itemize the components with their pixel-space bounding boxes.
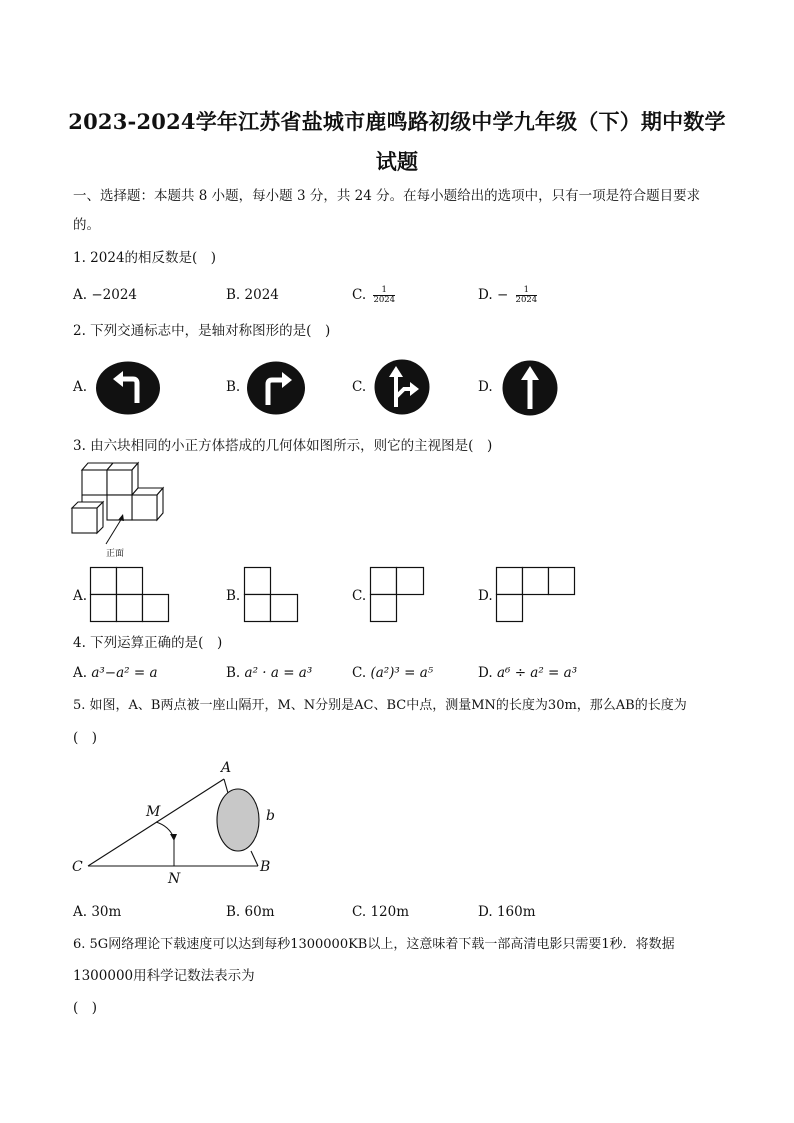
q2-option-b-label: B. — [226, 379, 241, 395]
q3-option-b-label: B. — [226, 588, 241, 604]
q5-option-a[interactable] — [73, 902, 121, 922]
q4-option-a[interactable] — [73, 663, 158, 683]
fraction-numerator: 1 — [516, 286, 538, 296]
option-label: B. — [226, 665, 241, 681]
question-3-stem: 3. 由六块相同的小正方体搭成的几何体如图所示，则它的主视图是( ) — [73, 438, 493, 454]
question-6-stem-line2: 1300000用科学记数法表示为 — [73, 968, 255, 984]
option-label: C. — [352, 287, 367, 303]
q1-option-d[interactable] — [478, 285, 537, 305]
option-text: −2024 — [91, 287, 138, 303]
fraction-denominator: 2024 — [373, 295, 396, 305]
question-1-stem: 1. 2024的相反数是( ) — [73, 250, 217, 266]
option-label: A. — [73, 287, 88, 303]
section-instructions-line2: 的。 — [73, 217, 100, 233]
q3-option-a-view[interactable] — [90, 567, 170, 622]
option-label: D. — [478, 287, 493, 303]
question-6-stem: 6. 5G网络理论下载速度可以达到每秒1300000KB以上，这意味着下载一部高清电影只需要1秒．将数据 — [73, 937, 675, 952]
option-text: a² · a = a³ — [244, 665, 313, 681]
q3-option-c-view[interactable] — [370, 567, 426, 622]
point-b-label: B — [260, 859, 271, 875]
q3-option-a-label: A. — [73, 588, 88, 604]
question-5-stem-line2: ( ) — [73, 730, 98, 746]
option-label: A. — [73, 665, 88, 681]
turn-left-arrow-sign-icon[interactable] — [95, 361, 161, 415]
question-5-stem: 5. 如图，A、B两点被一座山隔开，M、N分别是AC、BC中点，测量MN的长度为30m，那么AB的长度为 — [73, 698, 687, 713]
q1-option-a[interactable] — [73, 285, 137, 305]
option-text: 30m — [91, 904, 122, 920]
fraction-numerator: 1 — [373, 286, 395, 296]
point-m-label: M — [146, 804, 161, 820]
q1-option-b[interactable] — [226, 285, 279, 305]
triangle-mountain-figure — [66, 754, 286, 890]
point-n-label: N — [168, 871, 181, 887]
q2-option-d-label: D. — [478, 379, 493, 395]
page-title-line2: 试题 — [375, 149, 419, 174]
q3-option-d-label: D. — [478, 588, 493, 604]
straight-arrow-sign-icon[interactable] — [502, 360, 558, 416]
option-text: (a²)³ = a⁵ — [370, 665, 434, 681]
option-text: 60m — [244, 904, 275, 920]
point-c-label: C — [72, 859, 83, 875]
option-label: B. — [226, 287, 241, 303]
q5-option-b[interactable] — [226, 902, 275, 922]
question-4-stem: 4. 下列运算正确的是( ) — [73, 635, 223, 651]
q1-option-c[interactable] — [352, 285, 395, 305]
option-label: D. — [478, 904, 493, 920]
option-text: 120m — [370, 904, 410, 920]
page-title: 2023-2024学年江苏省盐城市鹿鸣路初级中学九年级（下）期中数学 — [68, 109, 726, 134]
option-text: 160m — [496, 904, 536, 920]
option-text: a⁶ ÷ a² = a³ — [496, 665, 578, 681]
option-label: B. — [226, 904, 241, 920]
q4-option-c[interactable] — [352, 663, 433, 683]
option-text: a³−a² = a — [91, 665, 158, 681]
straight-or-right-arrow-sign-icon[interactable] — [374, 359, 430, 415]
option-label: A. — [73, 904, 88, 920]
option-sign: − — [496, 287, 509, 303]
fraction — [373, 286, 395, 305]
mountain-b-label: b — [266, 808, 275, 824]
fraction — [516, 286, 538, 305]
q3-option-d-view[interactable] — [496, 567, 578, 622]
option-label: C. — [352, 904, 367, 920]
question-6-stem-line3: ( ) — [73, 1000, 98, 1016]
q2-option-c-label: C. — [352, 379, 367, 395]
front-view-label: 正面 — [106, 549, 125, 559]
q3-option-c-label: C. — [352, 588, 367, 604]
q5-option-d[interactable] — [478, 902, 536, 922]
q3-option-b-view[interactable] — [244, 567, 300, 622]
q4-option-b[interactable] — [226, 663, 312, 683]
turn-right-arrow-sign-icon[interactable] — [246, 361, 306, 415]
option-text: 2024 — [244, 287, 279, 303]
option-label: C. — [352, 665, 367, 681]
q4-option-d[interactable] — [478, 663, 577, 683]
question-2-stem: 2. 下列交通标志中，是轴对称图形的是( ) — [73, 323, 331, 339]
q2-option-a-label: A. — [73, 379, 88, 395]
fraction-denominator: 2024 — [515, 295, 538, 305]
q5-option-c[interactable] — [352, 902, 409, 922]
option-label: D. — [478, 665, 493, 681]
section-instructions: 一、选择题：本题共 8 小题，每小题 3 分，共 24 分。在每小题给出的选项中，只有一项是符合题目要求 — [73, 188, 701, 204]
point-a-label: A — [221, 760, 232, 776]
